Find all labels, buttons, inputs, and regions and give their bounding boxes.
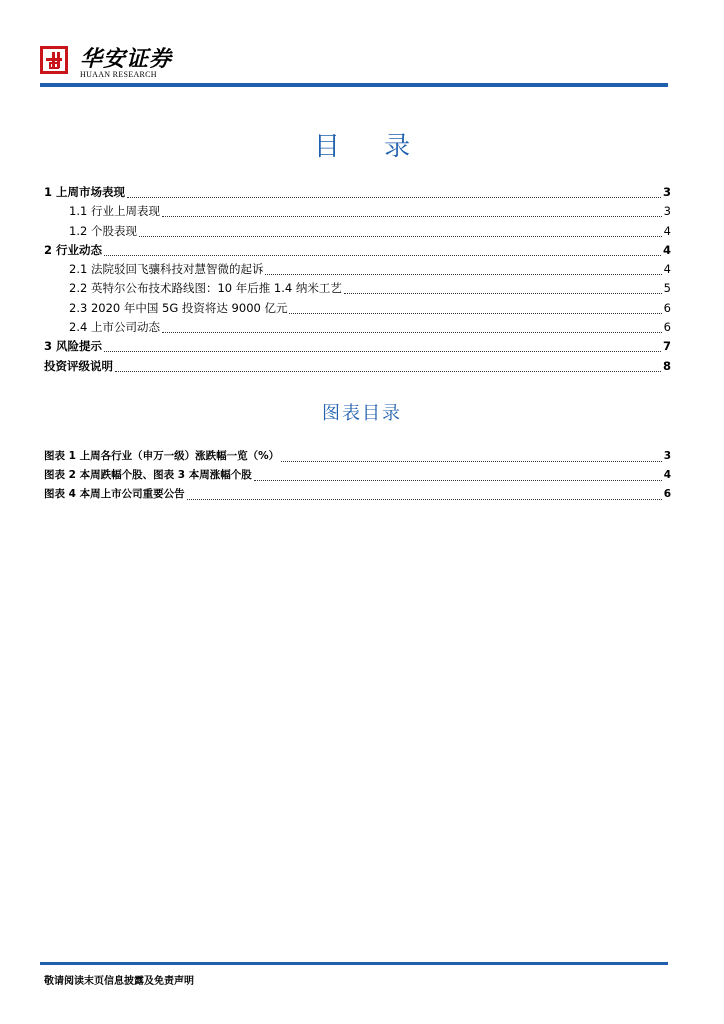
toc-entry-label: 1 上周市场表现 xyxy=(44,185,126,199)
disclaimer-footer: 敬请阅读末页信息披露及免责声明 xyxy=(44,976,194,987)
footer-divider xyxy=(40,962,668,965)
toc-entry[interactable] xyxy=(44,319,671,338)
toc-entry-page: 4 xyxy=(663,262,671,277)
dot-leader xyxy=(115,362,661,372)
figure-entry[interactable] xyxy=(44,486,671,505)
toc-entry-page: 5 xyxy=(663,281,671,296)
toc-title: 目 录 xyxy=(313,132,429,162)
dot-leader xyxy=(139,227,662,237)
huaan-logo-icon xyxy=(40,46,68,74)
figure-entry-label: 图表 2 本周跌幅个股、图表 3 本周涨幅个股 xyxy=(44,469,252,481)
toc-entry-page: 6 xyxy=(663,300,671,315)
toc-entry-page: 6 xyxy=(663,320,671,335)
toc-entry-label: 投资评级说明 xyxy=(44,358,113,373)
dot-leader xyxy=(162,207,662,217)
figures-table-of-contents xyxy=(44,448,671,505)
dot-leader xyxy=(104,342,661,352)
dot-leader xyxy=(187,490,662,500)
figure-entry-label: 图表 4 本周上市公司重要公告 xyxy=(44,488,185,500)
dot-leader xyxy=(289,304,661,314)
figure-entry-page: 6 xyxy=(663,488,671,500)
toc-entry-label: 1.2 个股表现 xyxy=(69,223,137,238)
dot-leader xyxy=(127,188,661,198)
dot-leader xyxy=(162,323,662,333)
toc-entry-label: 1.1 行业上周表现 xyxy=(69,204,160,219)
figure-entry[interactable] xyxy=(44,467,671,486)
toc-entry-page: 3 xyxy=(663,204,671,219)
figure-entry-page: 4 xyxy=(663,469,671,481)
toc-entry-label: 2.2 英特尔公布技术路线图：10 年后推 1.4 纳米工艺 xyxy=(69,281,342,296)
toc-entry[interactable] xyxy=(44,280,671,299)
dot-leader xyxy=(254,471,662,481)
toc-entry[interactable] xyxy=(44,261,671,280)
figures-toc-title: 图表目录 xyxy=(322,403,402,424)
header-divider xyxy=(40,83,668,87)
toc-entry-page: 4 xyxy=(663,223,671,238)
toc-entry[interactable] xyxy=(44,338,671,357)
toc-entry[interactable] xyxy=(44,242,671,261)
figure-entry-page: 3 xyxy=(663,450,671,462)
toc-entry-label: 2.4 上市公司动态 xyxy=(69,320,160,335)
dot-leader xyxy=(265,265,661,275)
toc-entry[interactable] xyxy=(44,358,671,377)
dot-leader xyxy=(281,452,662,462)
toc-entry-page: 8 xyxy=(662,358,671,373)
toc-entry[interactable] xyxy=(44,203,671,222)
toc-entry[interactable] xyxy=(44,300,671,319)
toc-entry[interactable] xyxy=(44,184,671,203)
table-of-contents xyxy=(44,184,671,377)
figure-entry[interactable] xyxy=(44,448,671,467)
toc-entry-label: 2.1 法院驳回飞骧科技对慧智微的起诉 xyxy=(69,262,264,277)
toc-entry-page: 3 xyxy=(662,185,671,199)
toc-entry-page: 7 xyxy=(662,339,671,354)
logo-english-name: HUAAN RESEARCH xyxy=(80,70,157,79)
toc-entry-label: 3 风险提示 xyxy=(44,339,103,354)
logo-chinese-name: 华安证券 xyxy=(80,46,173,72)
toc-entry-label: 2.3 2020 年中国 5G 投资将达 9000 亿元 xyxy=(69,300,288,315)
toc-entry[interactable] xyxy=(44,223,671,242)
dot-leader xyxy=(104,246,661,256)
toc-entry-page: 4 xyxy=(662,242,671,257)
dot-leader xyxy=(344,284,662,294)
figure-entry-label: 图表 1 上周各行业（申万一级）涨跌幅一览（%） xyxy=(44,450,280,462)
toc-entry-label: 2 行业动态 xyxy=(44,242,103,257)
